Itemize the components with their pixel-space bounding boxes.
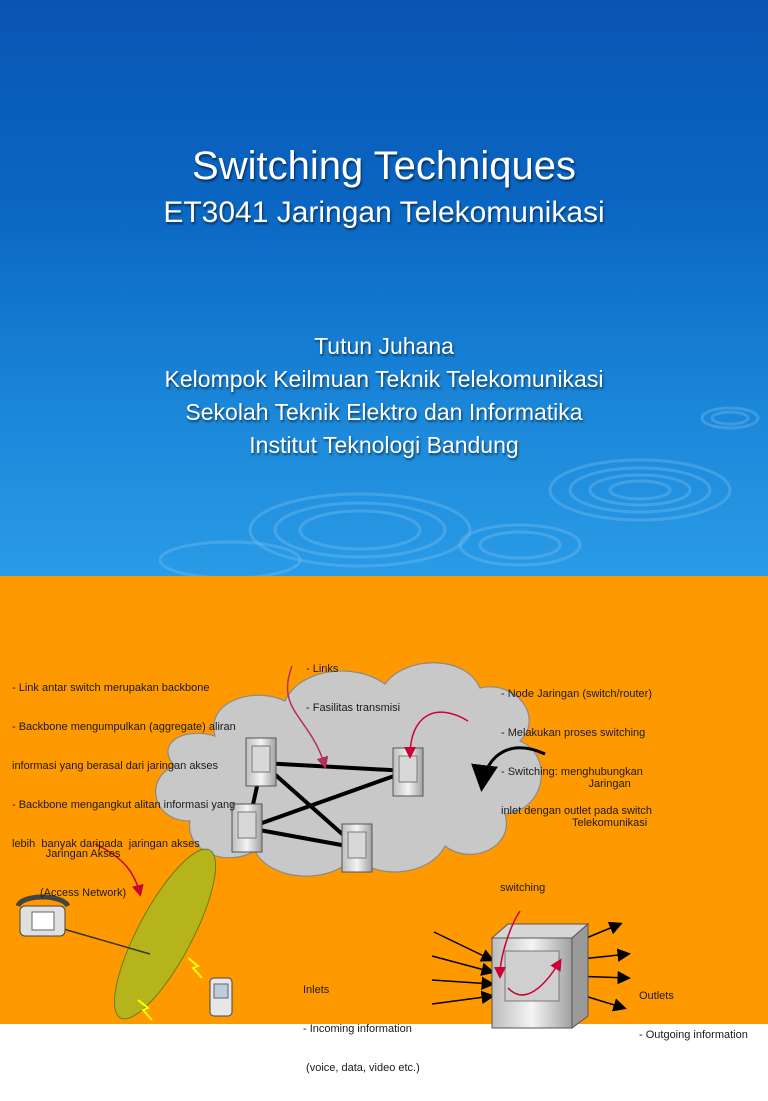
links-note: - Links - Fasilitas transmisi	[306, 663, 401, 714]
author-name: Tutun Juhana	[314, 333, 454, 359]
mobile-phone-icon	[210, 978, 232, 1016]
inlets-note: Inlets - Incoming information (voice, data, video etc.)	[303, 984, 420, 1074]
network-node-server	[246, 738, 276, 786]
backbone-note: - Link antar switch merupakan backbone - Backbone mengumpulkan (aggregate) aliran informasi yang berasal dari jaringan akses - Backbone mengangkut alitan informasi yang lebih banyak daripada jaringan akses	[12, 682, 236, 850]
network-label: Jaringan Telekomunikasi	[572, 778, 648, 829]
switch-inlet-arrows	[432, 932, 492, 1004]
network-node-server	[393, 748, 423, 796]
author-school: Sekolah Teknik Elektro dan Informatika	[185, 399, 583, 425]
slide-title: Switching Techniques	[192, 144, 576, 188]
switching-label: switching	[500, 882, 546, 894]
node-note: - Node Jaringan (switch/router) - Melakukan proses switching - Switching: menghubungkan inlet dengan outlet pada switch	[501, 688, 653, 817]
network-diagram-slide	[0, 576, 768, 1074]
access-network-label: Jaringan Akses (Access Network)	[40, 848, 127, 899]
author-institute: Institut Teknologi Bandung	[249, 432, 519, 458]
slide-subtitle: ET3041 Jaringan Telekomunikasi	[163, 196, 605, 229]
author-group: Kelompok Keilmuan Teknik Telekomunikasi	[164, 366, 604, 392]
author-block	[0, 330, 768, 462]
outlets-note: Outlets - Outgoing information	[639, 990, 748, 1041]
wireless-signal-icon	[188, 958, 202, 978]
network-node-server	[342, 824, 372, 872]
network-node-server	[232, 804, 262, 852]
